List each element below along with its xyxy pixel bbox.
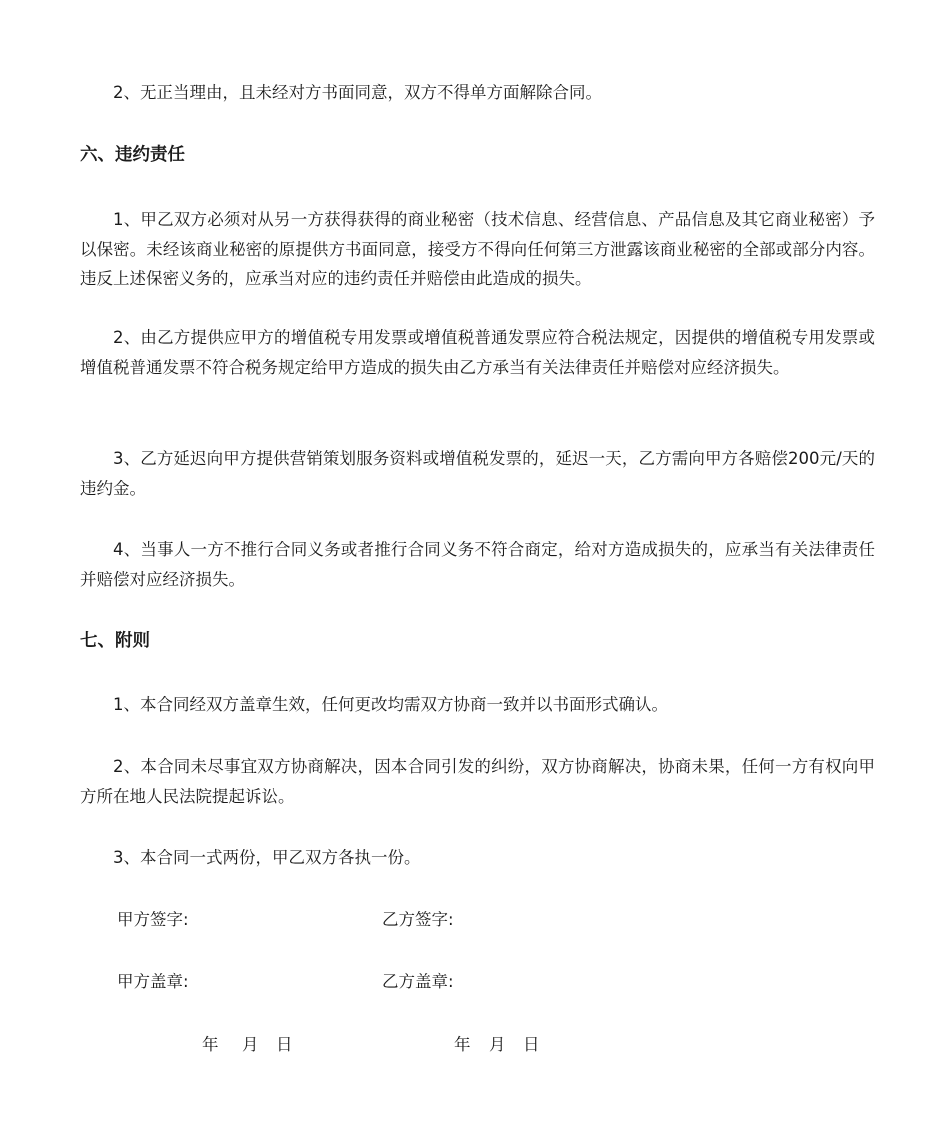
clause-6-item-1: 1、甲乙双方必须对从另一方获得获得的商业秘密（技术信息、经营信息、产品信息及其它商业秘密）予以保密。未经该商业秘密的原提供方书面同意，接受方不得向任何第三方泄露该商业秘密的全部或部分内容。违反上述保密义务的，应承当对应的违约责任并赔偿由此造成的损失。 (80, 210, 875, 288)
date-day-label: 日 (276, 1035, 293, 1054)
date-year-label: 年 (202, 1035, 219, 1054)
date-month-label: 月 (242, 1035, 259, 1054)
clause-7-item-2: 2、本合同未尽事宜双方协商解决，因本合同引发的纠纷，双方协商解决，协商未果，任何一方有权向甲方所在地人民法院提起诉讼。 (80, 757, 875, 806)
party-b-signature-label: 乙方签字: (382, 910, 454, 929)
clause-7-item-1: 1、本合同经双方盖章生效，任何更改均需双方协商一致并以书面形式确认。 (113, 695, 668, 714)
date-day-label: 日 (523, 1035, 540, 1054)
clause-5-item-2: 2、无正当理由，且未经对方书面同意，双方不得单方面解除合同。 (113, 83, 602, 102)
date-month-label: 月 (489, 1035, 506, 1054)
section-6-heading: 六、违约责任 (80, 145, 185, 165)
clause-7-item-3: 3、本合同一式两份，甲乙双方各执一份。 (113, 848, 421, 867)
clause-6-item-4: 4、当事人一方不推行合同义务或者推行合同义务不符合商定，给对方造成损失的，应承当有关法律责任并赔偿对应经济损失。 (80, 540, 875, 589)
section-7-heading: 七、附则 (80, 631, 150, 651)
clause-6-item-2: 2、由乙方提供应甲方的增值税专用发票或增值税普通发票应符合税法规定，因提供的增值税专用发票或增值税普通发票不符合税务规定给甲方造成的损失由乙方承当有关法律责任并赔偿对应经济损失。 (80, 328, 875, 377)
party-a-seal-label: 甲方盖章: (117, 972, 189, 991)
party-a-signature-label: 甲方签字: (117, 910, 189, 929)
party-b-seal-label: 乙方盖章: (382, 972, 454, 991)
clause-6-item-3: 3、乙方延迟向甲方提供营销策划服务资料或增值税发票的，延迟一天，乙方需向甲方各赔偿200元/天的违约金。 (80, 449, 875, 498)
date-year-label: 年 (454, 1035, 471, 1054)
